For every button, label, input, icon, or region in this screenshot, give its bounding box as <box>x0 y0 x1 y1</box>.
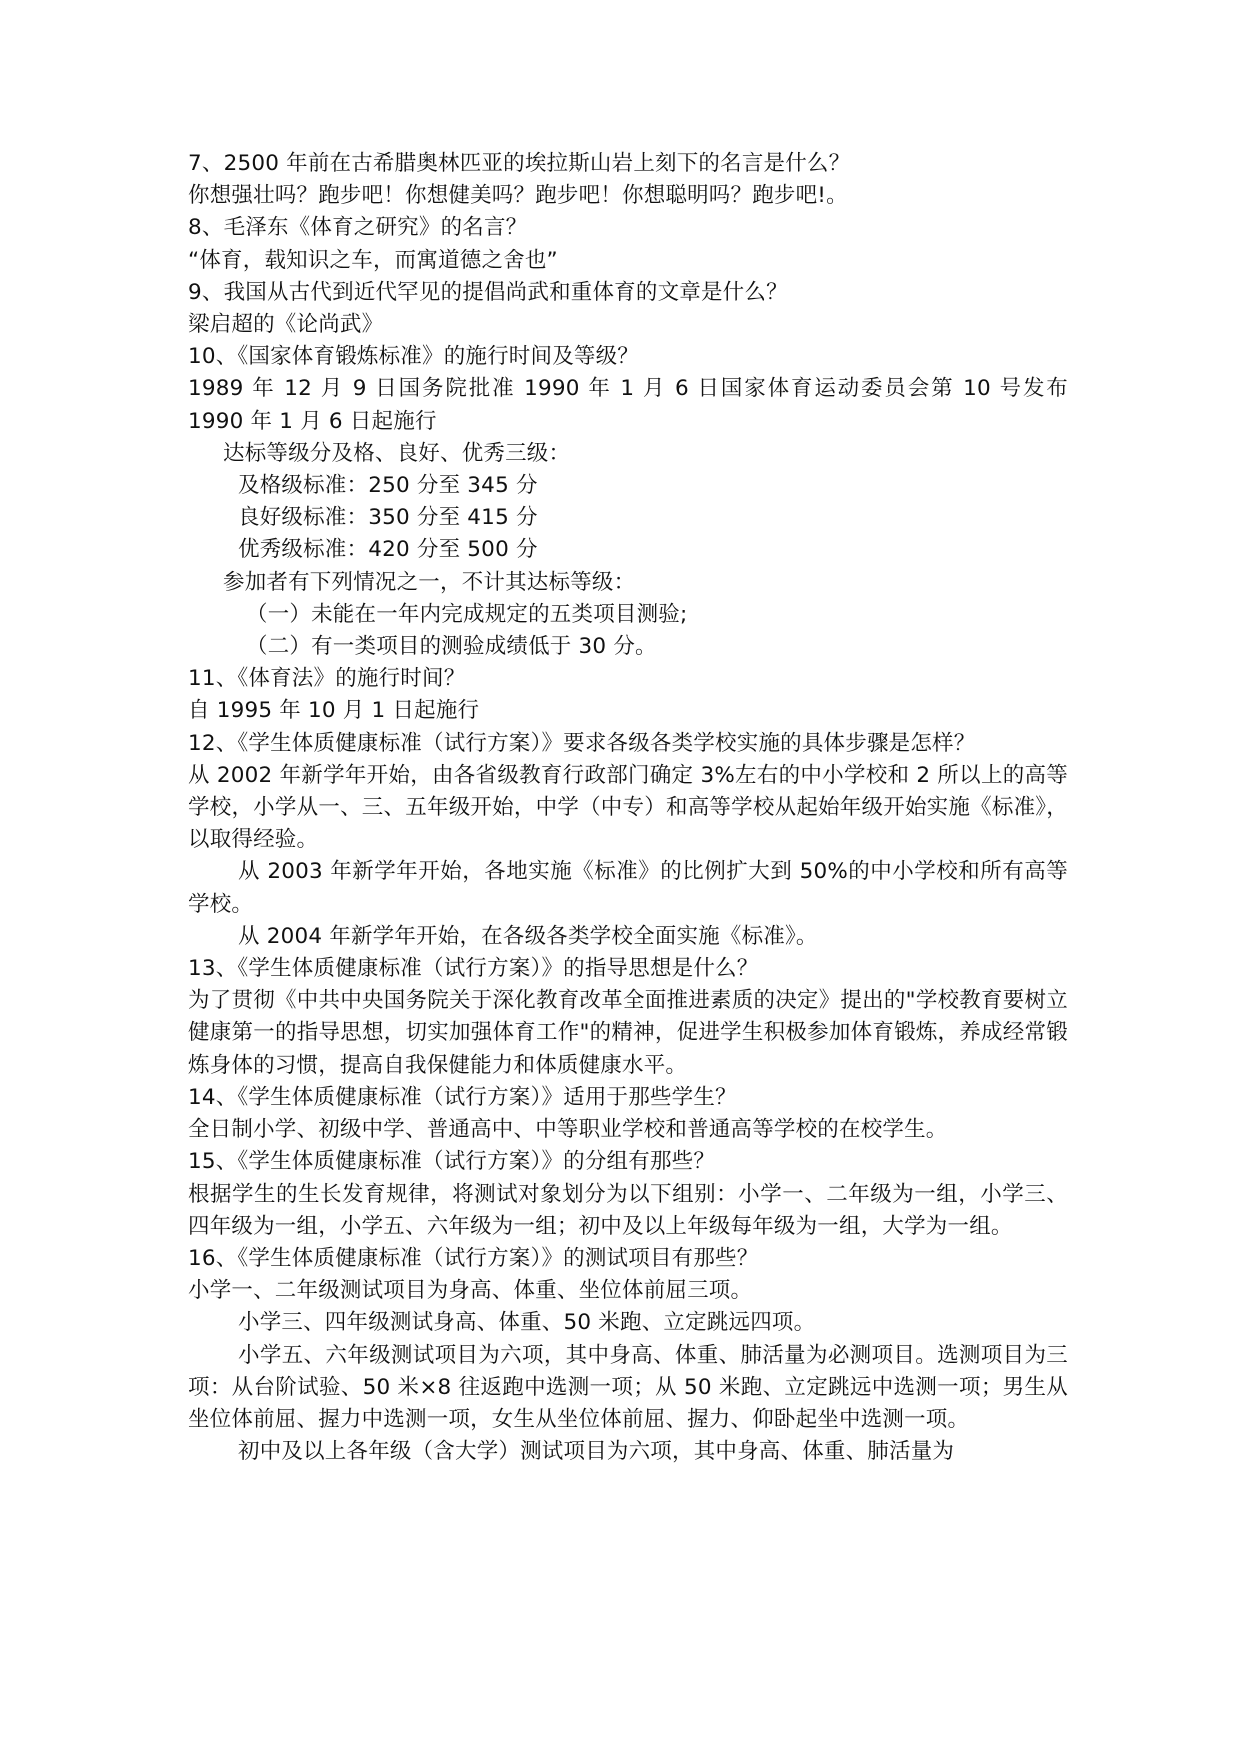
document-page <box>188 148 1068 1468</box>
exclusion-intro: 参加者有下列情况之一，不计其达标等级： <box>223 569 636 595</box>
grade-pass: 及格级标准：250 分至 345 分 <box>238 473 538 499</box>
answer-15: 根据学生的生长发育规律，将测试对象划分为以下组别：小学一、二年级为一组，小学三、四年级为一组，小学五、六年级为一组；初中及以上年级每年级为一组，大学为一组。 <box>188 1181 1068 1239</box>
question-16: 16、《学生体质健康标准（试行方案）》的测试项目有那些？ <box>188 1245 759 1271</box>
answer-12-step-2: 从 2003 年新学年开始，各地实施《标准》的比例扩大到 50%的中小学校和所有高等学校。 <box>188 859 1068 917</box>
question-13: 13、《学生体质健康标准（试行方案）》的指导思想是什么？ <box>188 956 759 982</box>
question-8: 8、毛泽东《体育之研究》的名言？ <box>188 215 528 241</box>
answer-9: 梁启超的《论尚武》 <box>188 312 384 338</box>
answer-8: “体育，载知识之车，而寓道德之舍也” <box>188 247 558 273</box>
grade-excellent: 优秀级标准：420 分至 500 分 <box>238 537 538 563</box>
answer-11: 自 1995 年 10 月 1 日起施行 <box>188 698 480 724</box>
question-12: 12、《学生体质健康标准（试行方案）》要求各级各类学校实施的具体步骤是怎样？ <box>188 730 976 756</box>
question-15: 15、《学生体质健康标准（试行方案）》的分组有那些？ <box>188 1149 716 1175</box>
question-11: 11、《体育法》的施行时间？ <box>188 666 466 692</box>
answer-16-middle-school: 初中及以上各年级（含大学）测试项目为六项，其中身高、体重、肺活量为 <box>238 1439 955 1465</box>
answer-14: 全日制小学、初级中学、普通高中、中等职业学校和普通高等学校的在校学生。 <box>188 1117 948 1143</box>
answer-16-grade-1-2: 小学一、二年级测试项目为身高、体重、坐位体前屈三项。 <box>188 1278 753 1304</box>
answer-12-step-1: 从 2002 年新学年开始，由各省级教育行政部门确定 3%左右的中小学校和 2 所以上的高等学校，小学从一、三、五年级开始，中学（中专）和高等学校从起始年级开始实施《标准》，以取得经验。 <box>188 762 1068 853</box>
answer-16-grade-3-4: 小学三、四年级测试身高、体重、50 米跑、立定跳远四项。 <box>238 1310 816 1336</box>
answer-16-grade-5-6: 小学五、六年级测试项目为六项，其中身高、体重、肺活量为必测项目。选测项目为三项：从台阶试验、50 米×8 往返跑中选测一项；从 50 米跑、立定跳远中选测一项；男生从坐位体前屈、握力中选测一项，女生从坐位体前屈、握力、仰卧起坐中选测一项。 <box>188 1342 1068 1432</box>
question-14: 14、《学生体质健康标准（试行方案）》适用于那些学生？ <box>188 1084 737 1110</box>
grade-good: 良好级标准：350 分至 415 分 <box>238 505 538 531</box>
answer-10-intro: 1989 年 12 月 9 日国务院批准 1990 年 1 月 6 日国家体育运动委员会第 10 号发布 1990 年 1 月 6 日起施行 <box>188 376 1068 434</box>
exclusion-1: （一）未能在一年内完成规定的五类项目测验; <box>246 601 688 627</box>
grade-levels: 达标等级分及格、良好、优秀三级： <box>223 440 571 466</box>
question-10: 10、《国家体育锻炼标准》的施行时间及等级？ <box>188 344 640 370</box>
answer-13: 为了贯彻《中共中央国务院关于深化教育改革全面推进素质的决定》提出的"学校教育要树立健康第一的指导思想，切实加强体育工作"的精神，促进学生积极参加体育锻炼，养成经常锻炼身体的习惯，提高自我保健能力和体质健康水平。 <box>188 988 1068 1078</box>
question-9: 9、我国从古代到近代罕见的提倡尚武和重体育的文章是什么？ <box>188 279 788 305</box>
answer-7: 你想强壮吗？跑步吧！你想健美吗？跑步吧！你想聪明吗？跑步吧!。 <box>188 183 848 209</box>
answer-12-step-3: 从 2004 年新学年开始，在各级各类学校全面实施《标准》。 <box>238 923 818 949</box>
exclusion-2: （二）有一类项目的测验成绩低于 30 分。 <box>246 634 657 660</box>
question-7: 7、2500 年前在古希腊奥林匹亚的埃拉斯山岩上刻下的名言是什么？ <box>188 151 851 176</box>
